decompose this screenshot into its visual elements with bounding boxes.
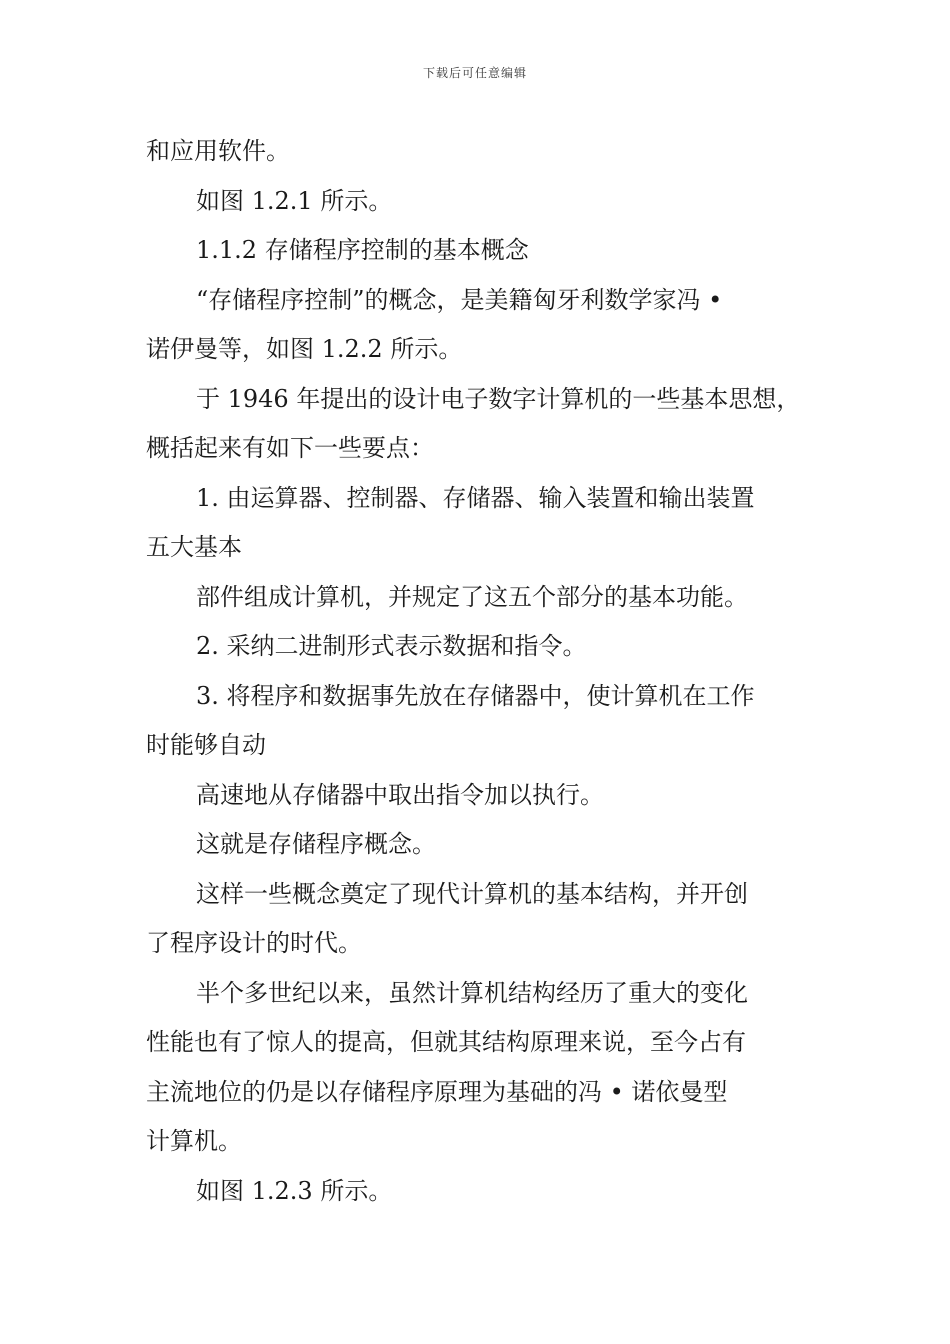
text-line: 如图 1.2.1 所示。 (196, 186, 393, 215)
text-line: 诺伊曼等，如图 1.2.2 所示。 (146, 335, 463, 363)
text-line: 如图 1.2.3 所示。 (196, 1176, 393, 1205)
list-item-1: 1. 由运算器、控制器、存储器、输入装置和输出装置 (196, 483, 755, 512)
text-line: 于 1946 年提出的设计电子数字计算机的一些基本思想， (196, 384, 801, 413)
section-heading: 1.1.2 存储程序控制的基本概念 (196, 236, 529, 264)
list-item-2: 2. 采纳二进制形式表示数据和指令。 (196, 632, 587, 660)
list-item-3: 3. 将程序和数据事先放在存储器中，使计算机在工作 (196, 681, 755, 710)
text-line: 时能够自动 (146, 731, 266, 759)
document-body (146, 127, 818, 1216)
text-line: 概括起来有如下一些要点： (146, 434, 434, 462)
page-header-note: 下载后可任意编辑 (422, 66, 527, 80)
text-line: 这就是存储程序概念。 (196, 830, 436, 858)
text-line: 主流地位的仍是以存储程序原理为基础的冯 • 诺依曼型 (146, 1077, 728, 1106)
text-line: 计算机。 (146, 1127, 242, 1155)
text-line: 半个多世纪以来，虽然计算机结构经历了重大的变化 (196, 978, 748, 1007)
text-line: 部件组成计算机，并规定了这五个部分的基本功能。 (196, 582, 748, 611)
text-line: “存储程序控制”的概念，是美籍匈牙利数学家冯 • (196, 285, 723, 314)
text-line: 高速地从存储器中取出指令加以执行。 (196, 780, 604, 809)
text-line: 和应用软件。 (146, 137, 290, 165)
text-line: 性能也有了惊人的提高，但就其结构原理来说，至今占有 (146, 1028, 746, 1056)
text-line: 了程序设计的时代。 (146, 929, 362, 957)
text-line: 这样一些概念奠定了现代计算机的基本结构，并开创 (196, 879, 748, 908)
text-line: 五大基本 (146, 533, 242, 561)
